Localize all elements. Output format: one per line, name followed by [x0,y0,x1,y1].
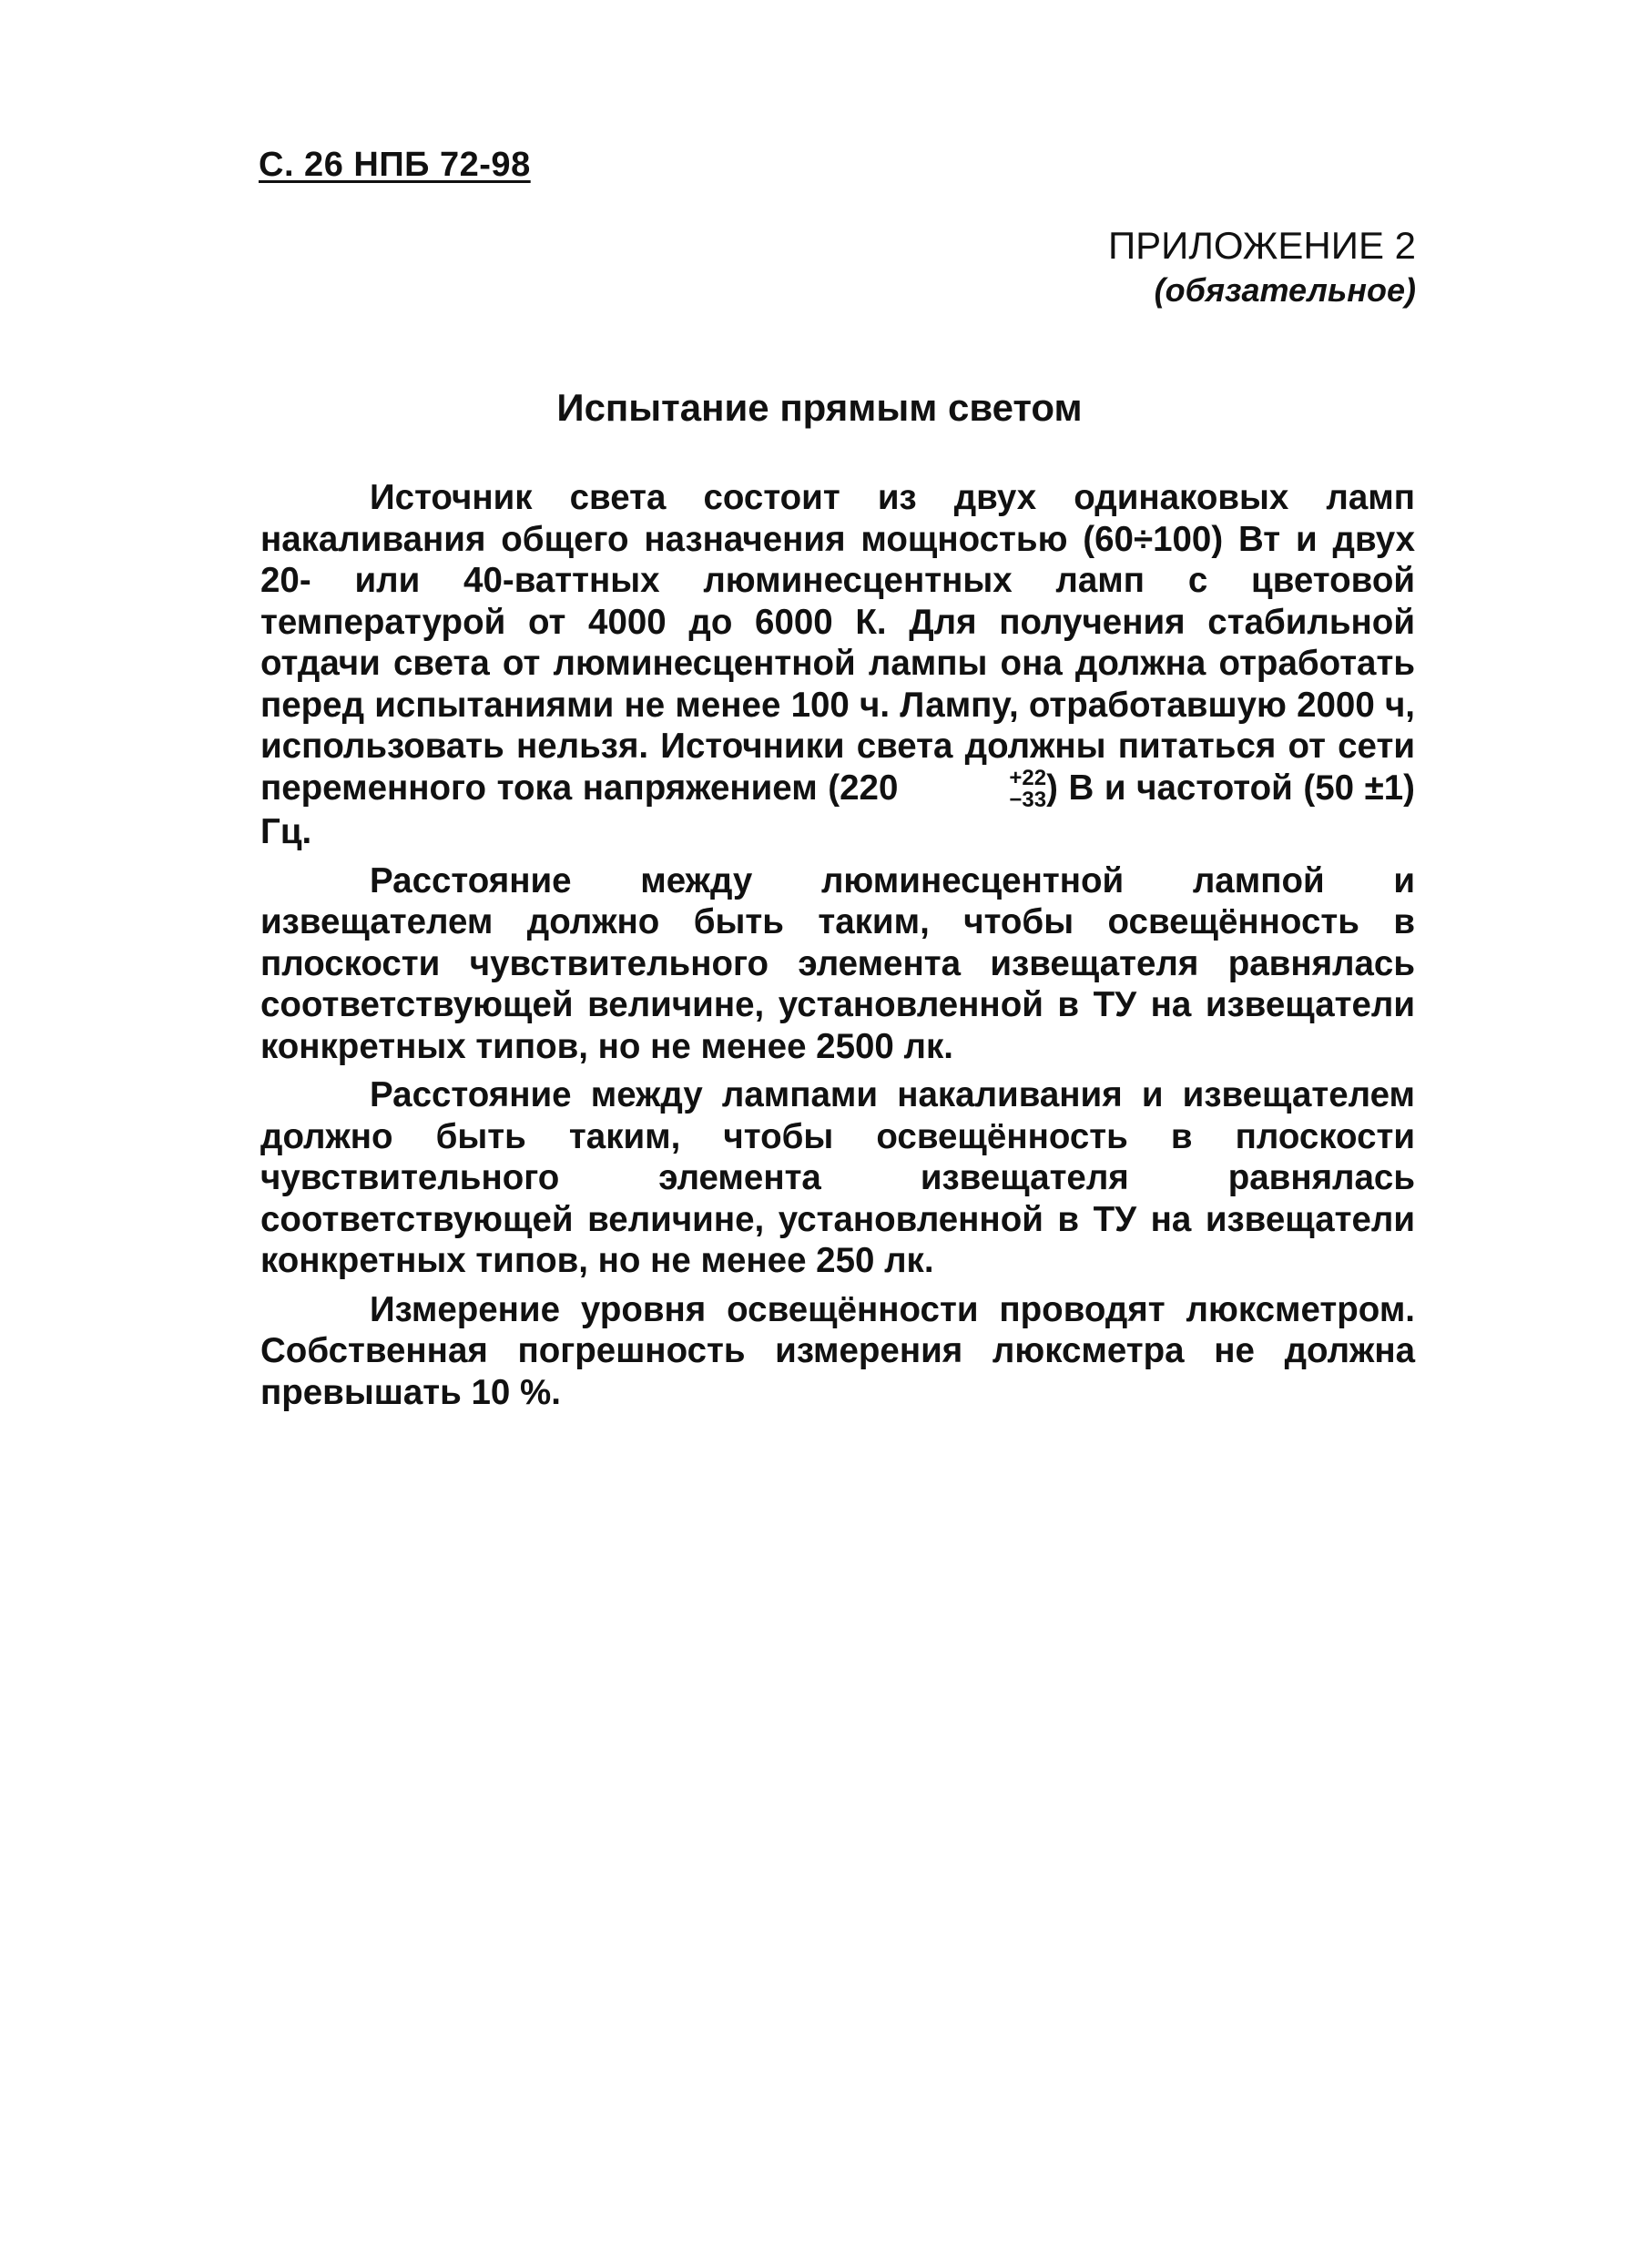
voltage-tolerance-upper: +22 [1009,766,1047,791]
appendix-subtitle: (обязательное) [1154,271,1416,309]
paragraph-measurement: Измерение уровня освещённости проводят люксметром. Собственная погрешность измерения люксметра не должна превышать 10 %. [260,1289,1415,1412]
section-title: Испытание прямым светом [556,386,1083,429]
voltage-tolerance-lower: −33 [1009,788,1047,813]
paragraph-fluorescent-distance: Расстояние между люминесцентной лампой и извещателем должно быть таким, чтобы освещённость в плоскости чувствительного элемента извещателя равнялась соответствующей величине, установленной в ТУ на извещатели конкретных типов, но не менее 2500 лк. [260,860,1415,1066]
appendix-title: ПРИЛОЖЕНИЕ 2 [1107,224,1416,267]
body-text [260,477,1415,1420]
appendix-heading [1108,222,1416,311]
paragraph-incandescent-distance: Расстояние между лампами накаливания и извещателем должно быть таким, чтобы освещённость в плоскости чувствительного элемента извещателя равнялась соответствующей величине, установленной в ТУ на извещатели конкретных типов, но не менее 250 лк. [260,1075,1415,1281]
paragraph-light-source-text-end: ) В и частотой (50 ±1) Гц. [260,768,1415,852]
paragraph-light-source-text: Источник света состоит из двух одинаковых ламп накаливания общего назначения мощностью (60÷100) Вт и двух 20- или 40-ваттных люминесцентных ламп с цветовой температурой от 4000 до 6000 К. Для получения стабильной отдачи света от люминесцентной лампы она должна отработать перед испытаниями не менее 100 ч. Лампу, отработавшую 2000 ч, использовать нельзя. Источники света должны питаться от сети переменного тока напряжением (220 [260,478,1415,808]
voltage-tolerance [900,768,1046,811]
page-header: С. 26 НПБ 72-98 [259,146,531,184]
paragraph-light-source [260,477,1415,853]
